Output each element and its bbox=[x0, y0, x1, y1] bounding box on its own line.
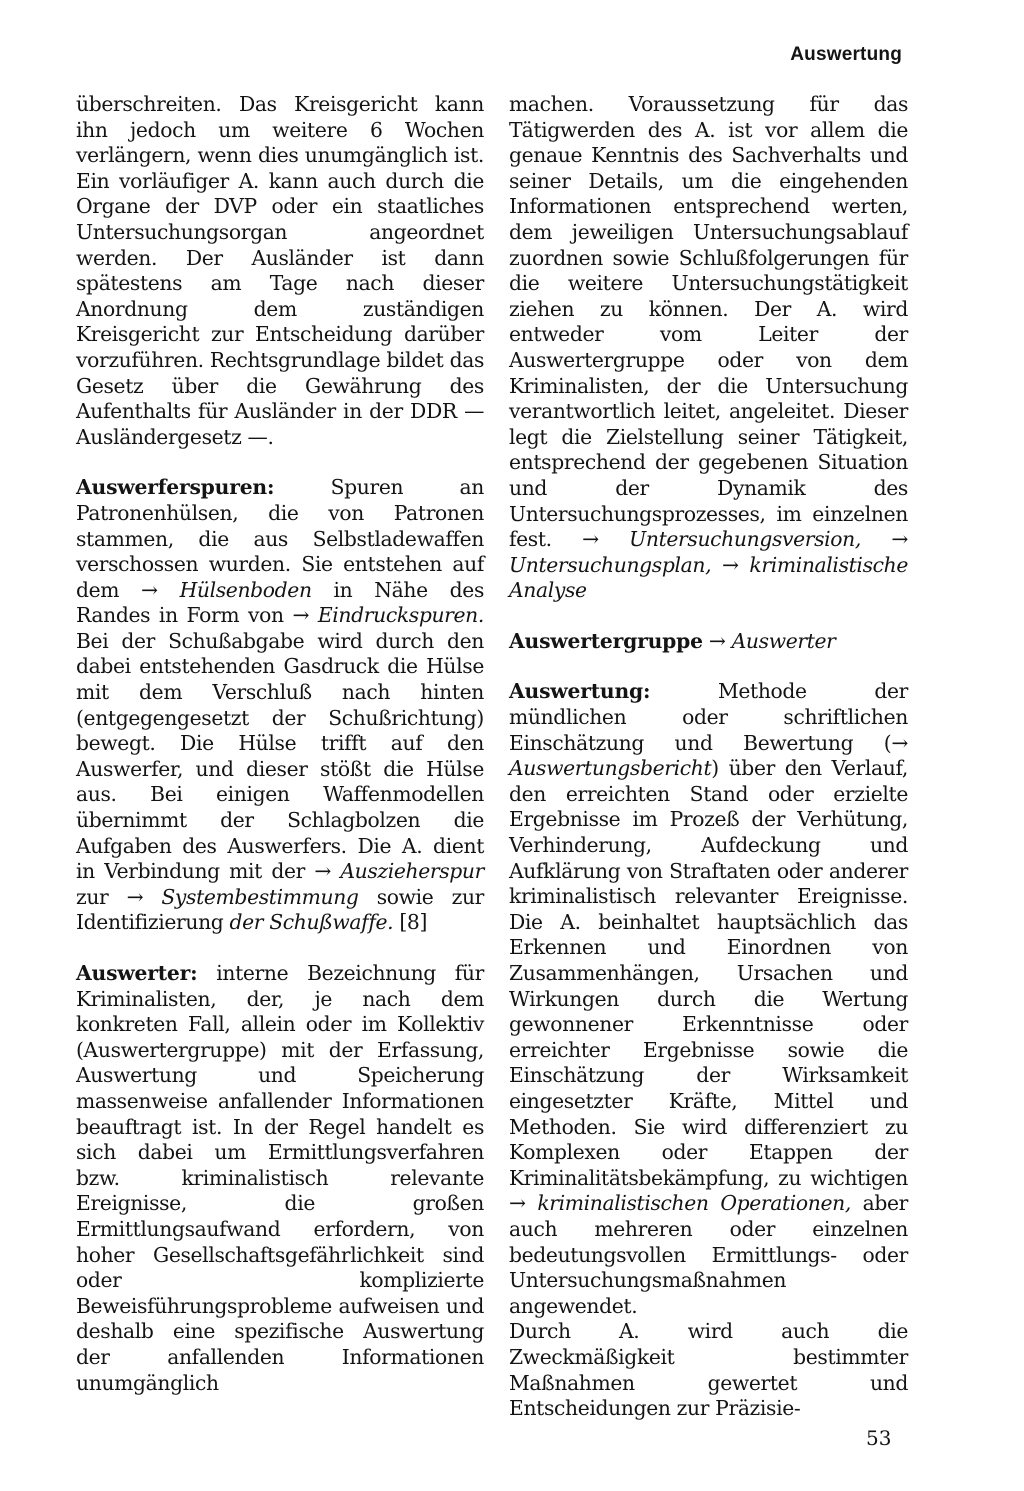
entry-auswerferspuren bbox=[76, 475, 484, 936]
paragraph-continuation bbox=[509, 92, 908, 604]
entry-text: aber auch mehreren oder einzelnen bedeutungsvollen Ermittlungs- oder Untersuchungsmaßnahmen angewendet. bbox=[509, 1191, 908, 1318]
cross-reference: → Auswertungsbericht bbox=[509, 730, 908, 781]
cross-reference: → kriminalistischen Operationen, bbox=[509, 1191, 851, 1216]
entry-term: Auswerferspuren: bbox=[76, 475, 275, 500]
right-column bbox=[509, 92, 908, 1422]
entry-term: Auswertergruppe bbox=[509, 628, 703, 653]
entry-auswerter bbox=[76, 961, 484, 1396]
entry-auswertergruppe bbox=[509, 629, 908, 655]
entry-text: interne Bezeichnung für Kriminalisten, der, je nach dem konkreten Fall, allein oder im Kollektiv (Auswertergruppe) mit der Erfassung, Auswertung und Speicherung massenweise anfallender Informationen beauftragt ist. In der Regel handelt es sich dabei um Ermittlungsverfahren bzw. kriminalistisch relevante Ereignisse, die großen Ermittlungsaufwand erfordern, von hoher Gesellschaftsgefährlichkeit sind oder komplizierte Beweisführungsprobleme aufweisen und deshalb eine spezifische Auswertung der anfallenden Informationen unumgänglich bbox=[76, 961, 484, 1395]
cross-reference: → Auszieherspur bbox=[314, 859, 484, 884]
left-column bbox=[76, 92, 484, 1396]
entry-text: ) über den Verlauf, den erreichten Stand oder erzielte Ergebnisse im Prozeß der Verhütung, Verhinderung, Aufdeckung und Aufklärung von Straftaten oder anderer kriminalistisch relevanter Ereignisse. Die A. beinhaltet hauptsächlich das Erkennen und Einordnen von Zusammenhängen, Ursachen und Wirkungen durch die Wertung gewonnener Erkenntnisse oder erreichter Ergebnisse sowie die Einschätzung der Wirksamkeit eingesetzter Kräfte, Mittel und Methoden. Sie wird differenziert zu Komplexen oder Etappen der Kriminalitätsbekämpfung, zu wichtigen bbox=[509, 756, 908, 1190]
entry-text: zur bbox=[76, 884, 127, 909]
entry-text: machen. Voraussetzung für das Tätigwerden des A. ist vor allem die genaue Kenntnis des Sachverhalts und seiner Details, um die eingehenden Informationen entsprechend werten, dem jeweiligen Untersuchungsablauf zuordnen sowie Schlußfolgerungen für die weitere Untersuchungstätigkeit ziehen zu können. Der A. wird entweder vom Leiter der Auswertergruppe oder von dem Kriminalisten, der die Untersuchung verantwortlich leitet, angeleitet. Dieser legt die Zielstellung seiner Tätigkeit, entsprechend der gegebenen Situation und der Dynamik des Untersuchungsprozesses, im einzelnen fest. bbox=[509, 92, 908, 552]
paragraph-continuation: überschreiten. Das Kreisgericht kann ihn jedoch um weitere 6 Wochen verlängern, wenn dies unumgänglich ist. Ein vorläufiger A. kann auch durch die Organe der DVP oder ein staatliches Untersuchungsorgan angeordnet werden. Der Ausländer ist dann spätestens am Tage nach dieser Anordnung dem zuständigen Kreisgericht zur Entscheidung darüber vorzuführen. Rechtsgrundlage bildet das Gesetz über die Gewährung des Aufenthalts für Ausländer in der DDR — Ausländergesetz —. bbox=[76, 92, 484, 449]
cross-reference: der Schußwaffe. bbox=[229, 910, 394, 935]
cross-reference: → Hülsenboden bbox=[141, 577, 312, 602]
page-number: 53 bbox=[866, 1426, 892, 1450]
entry-text: sowie zur Identifizierung bbox=[76, 884, 484, 935]
cross-reference: → Systembestimmung bbox=[126, 884, 359, 909]
entry-text: in Nähe des Randes in Form von bbox=[76, 577, 484, 628]
cross-reference: → Eindruckspuren. bbox=[292, 603, 484, 628]
entry-text: Methode der mündlichen oder schriftlichen Einschätzung und Bewertung ( bbox=[509, 679, 908, 755]
paragraph: Durch A. wird auch die Zweckmäßigkeit bestimmter Maßnahmen gewertet und Entscheidungen zur Präzisie- bbox=[509, 1319, 908, 1421]
entry-text: Spuren an Patronenhülsen, die von Patronen stammen, die aus Selbstladewaffen verschossen wurden. Sie entstehen auf dem bbox=[76, 475, 484, 602]
cross-reference: → Untersuchungsversion, → Untersuchungsplan, → kriminalistische Analyse bbox=[509, 527, 908, 603]
entry-term: Auswerter: bbox=[76, 961, 198, 985]
cross-reference: → Auswerter bbox=[702, 628, 836, 653]
running-header: Auswertung bbox=[790, 44, 902, 65]
entry-term: Auswertung: bbox=[509, 679, 651, 704]
entry-auswertung bbox=[509, 679, 908, 1319]
citation: [8] bbox=[393, 910, 428, 935]
entry-text: Bei der Schußabgabe wird durch den dabei entstehenden Gasdruck die Hülse mit dem Verschluß nach hinten (entgegengesetzt der Schußrichtung) bewegt. Die Hülse trifft auf den Auswerfer, und dieser stößt die Hülse aus. Bei einigen Waffenmodellen übernimmt der Schlagbolzen die Aufgaben des Auswerfers. Die A. dient in Verbindung mit der bbox=[76, 628, 484, 884]
